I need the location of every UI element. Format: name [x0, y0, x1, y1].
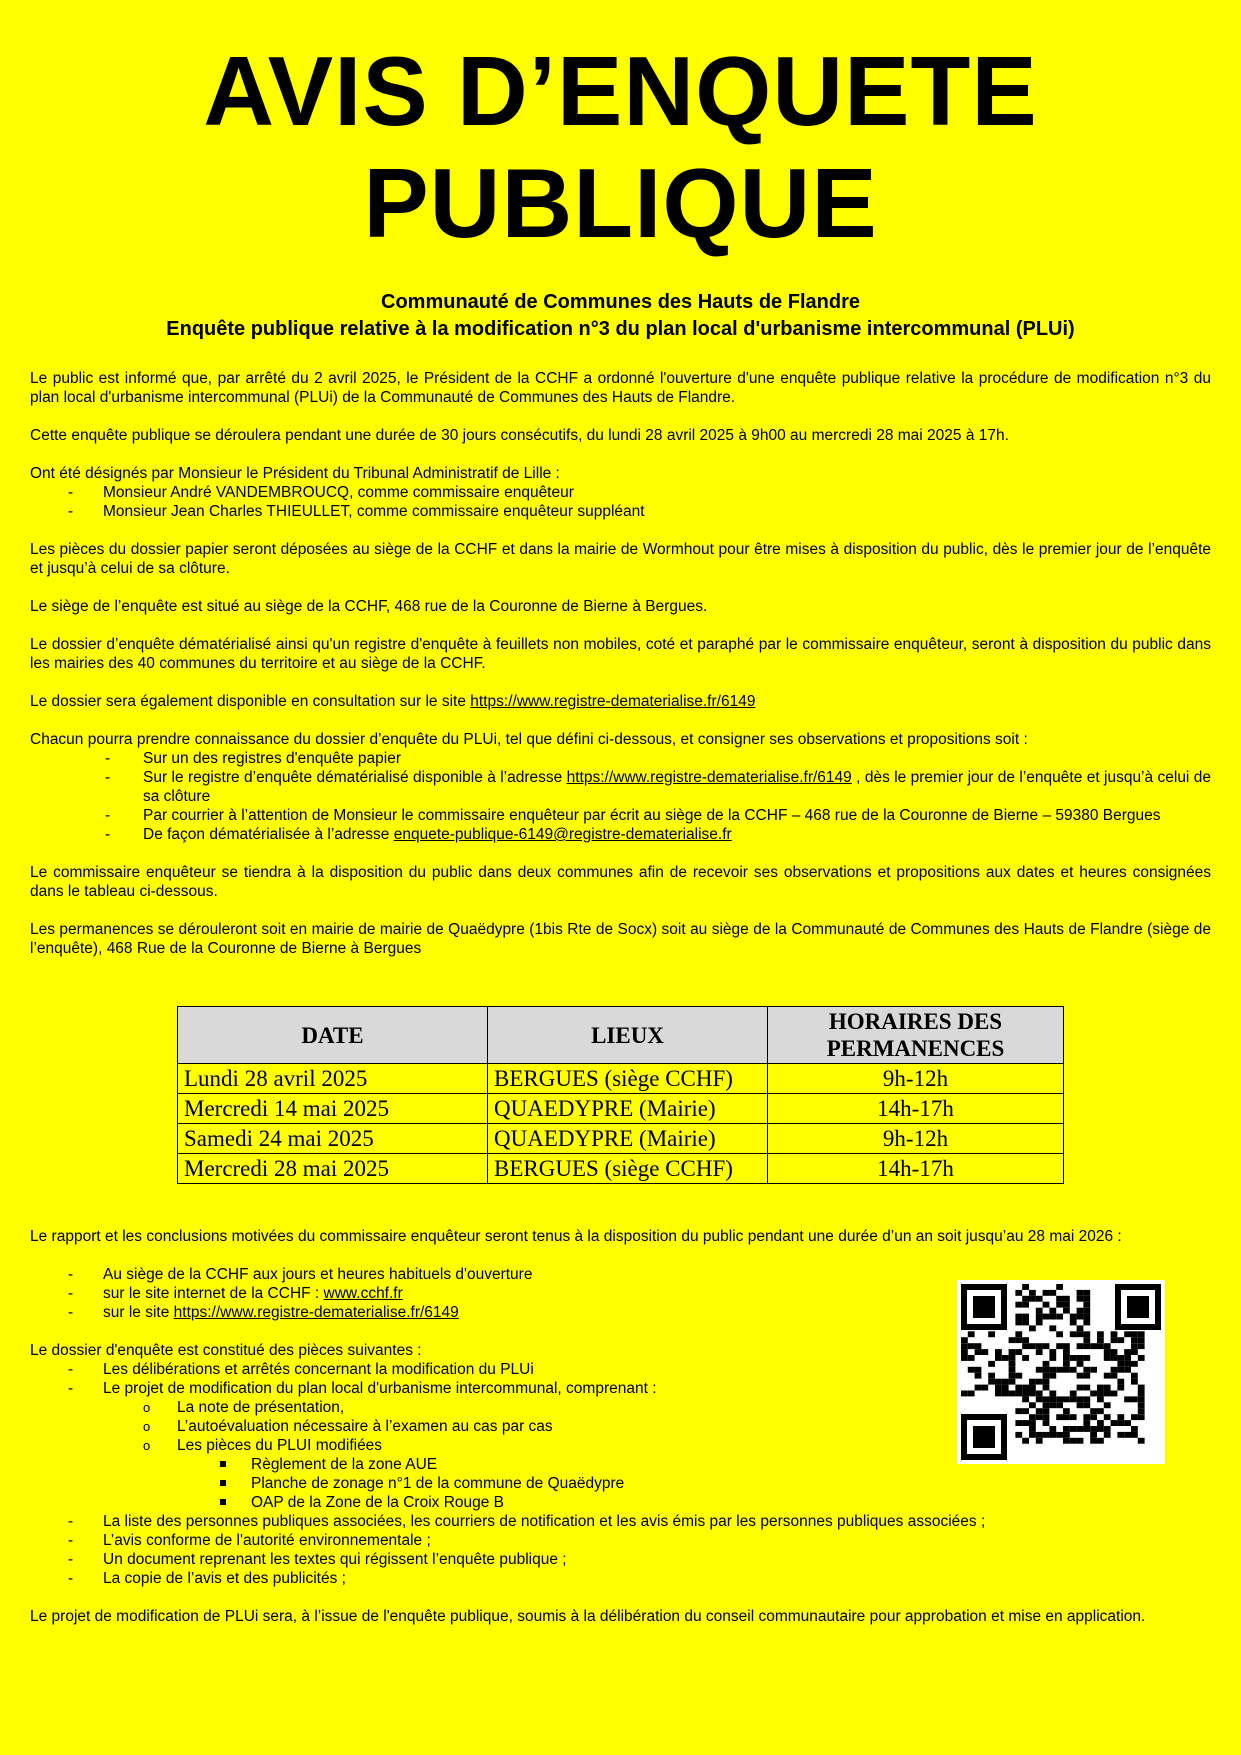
list-item: - La copie de l’avis et des publicités ; [30, 1569, 1211, 1588]
designation-intro: Ont été désignés par Monsieur le Président du Tribunal Administratif de Lille : [30, 465, 560, 482]
cell-lieu: BERGUES (siège CCHF) [488, 1064, 768, 1094]
email-link[interactable]: enquete-publique-6149@registre-dematerialise.fr [393, 826, 732, 843]
column-header-lieux: LIEUX [488, 1007, 768, 1064]
observations-list [30, 749, 1211, 844]
permanences-paragraph: Les permanences se dérouleront soit en mairie de mairie de Quaëdypre (1bis Rte de Socx) soit au siège de la Communauté de Communes des Hauts de Flandre (siège de l’enquête), 468 Rue de la Couronne de Bierne à Bergues [30, 921, 1211, 957]
list-item: - Au siège de la CCHF aux jours et heures habituels d'ouverture [30, 1265, 1211, 1284]
list-item: - Par courrier à l’attention de Monsieur le commissaire enquêteur par écrit au siège de la CCHF – 468 rue de la Couronne de Bierne – 59380 Bergues [30, 806, 1211, 825]
consultation-paragraph: Le dossier sera également disponible en consultation sur le site https://www.registre-dematerialise.fr/6149 [30, 693, 756, 710]
table-row [178, 1094, 1064, 1124]
cchf-website-link[interactable]: www.cchf.fr [323, 1285, 403, 1302]
cell-date: Mercredi 28 mai 2025 [178, 1154, 488, 1184]
duration-paragraph: Cette enquête publique se déroulera pendant une durée de 30 jours consécutifs, du lundi 28 avril 2025 à 9h00 au mercredi 28 mai 2025 à 17h. [30, 427, 1009, 444]
qr-code-graphic [957, 1280, 1165, 1464]
list-item: - Monsieur André VANDEMBROUCQ, comme commissaire enquêteur [30, 483, 1211, 502]
table-row [178, 1064, 1064, 1094]
column-header-date: DATE [178, 1007, 488, 1064]
intro-paragraph: Le public est informé que, par arrêté du 2 avril 2025, le Président de la CCHF a ordonné l'ouverture d'une enquête publique relative la procédure de modification n°3 du plan local d'urbanisme intercommunal (PLUi) de la Communauté de Communes des Hauts de Flandre. [30, 370, 1211, 406]
list-item: o Les pièces du PLUI modifiées [30, 1436, 1211, 1455]
list-item: - L’avis conforme de l'autorité environnementale ; [30, 1531, 1211, 1550]
notice-body-top [30, 369, 1211, 958]
list-item: - Un document reprenant les textes qui régissent l’enquête publique ; [30, 1550, 1211, 1569]
cell-lieu: BERGUES (siège CCHF) [488, 1154, 768, 1184]
subtitle-organization: Communauté de Communes des Hauts de Flandre [381, 291, 860, 313]
list-item: - De façon dématérialisée à l’adresse enquete-publique-6149@registre-dematerialise.fr [30, 825, 1211, 844]
list-item: - Les délibérations et arrêtés concernant la modification du PLUi [30, 1360, 1211, 1379]
pieces-paragraph: Les pièces du dossier papier seront déposées au siège de la CCHF et dans la mairie de Wormhout pour être mises à disposition du public, dès le premier jour de l’enquête et jusqu’à celui de sa clôture. [30, 541, 1211, 577]
table-row [178, 1124, 1064, 1154]
conclusion-paragraph: Le projet de modification de PLUi sera, à l’issue de l'enquête publique, soumis à la délibération du conseil communautaire pour approbation et mise en application. [30, 1608, 1146, 1625]
cell-lieu: QUAEDYPRE (Mairie) [488, 1124, 768, 1154]
cell-horaire: 9h-12h [768, 1124, 1064, 1154]
cell-horaire: 14h-17h [768, 1154, 1064, 1184]
list-item: - La liste des personnes publiques associées, les courriers de notification et les avis émis par les personnes publiques associées ; [30, 1512, 1211, 1531]
subtitle-object: Enquête publique relative à la modification n°3 du plan local d'urbanisme intercommunal (PLUi) [166, 318, 1075, 340]
table-header-row [178, 1007, 1064, 1064]
list-item: - sur le site https://www.registre-dematerialise.fr/6149 [30, 1303, 1211, 1322]
observations-intro: Chacun pourra prendre connaissance du dossier d’enquête du PLUi, tel que défini ci-dessous, et consigner ses observations et propositions soit : [30, 731, 1028, 748]
list-item: - Sur un des registres d'enquête papier [30, 749, 1211, 768]
rapport-intro: Le rapport et les conclusions motivées du commissaire enquêteur seront tenus à la disposition du public pendant une durée d’un an soit jusqu’au 28 mai 2026 : [30, 1228, 1122, 1245]
list-item: Planche de zonage n°1 de la commune de Quaëdypre [30, 1474, 1211, 1493]
list-item: Règlement de la zone AUE [30, 1455, 1211, 1474]
constitution-list-rest [30, 1512, 1211, 1588]
column-header-horaires: HORAIRES DES PERMANENCES [768, 1007, 1064, 1064]
notice-title-line2: PUBLIQUE [363, 148, 878, 258]
cell-date: Samedi 24 mai 2025 [178, 1124, 488, 1154]
qr-code-icon[interactable] [957, 1280, 1165, 1464]
list-item: - Le projet de modification du plan local d'urbanisme intercommunal, comprenant : [30, 1379, 1211, 1398]
cell-date: Lundi 28 avril 2025 [178, 1064, 488, 1094]
list-item: OAP de la Zone de la Croix Rouge B [30, 1493, 1211, 1512]
cell-horaire: 14h-17h [768, 1094, 1064, 1124]
permanences-table [177, 1006, 1064, 1184]
dossier-demat-paragraph: Le dossier d’enquête dématérialisé ainsi qu'un registre d'enquête à feuillets non mobiles, coté et paraphé par le commissaire enquêteur, seront à disposition du public dans les mairies des 40 communes du territoire et au siège de la CCHF. [30, 636, 1211, 672]
siege-paragraph: Le siège de l’enquête est situé au siège de la CCHF, 468 rue de la Couronne de Bierne à Bergues. [30, 598, 708, 615]
list-item: o L’autoévaluation nécessaire à l’examen au cas par cas [30, 1417, 1211, 1436]
list-item: o La note de présentation, [30, 1398, 1211, 1417]
list-item: - sur le site internet de la CCHF : www.cchf.fr [30, 1284, 1211, 1303]
registre-link[interactable]: https://www.registre-dematerialise.fr/6149 [173, 1304, 459, 1321]
cell-horaire: 9h-12h [768, 1064, 1064, 1094]
commissaire-paragraph: Le commissaire enquêteur se tiendra à la disposition du public dans deux communes afin de recevoir ses observations et propositions aux dates et heures consignées dans le tableau ci-dessous. [30, 864, 1211, 900]
notice-title-line1: AVIS D’ENQUETE [203, 36, 1038, 146]
list-item: - Sur le registre d’enquête dématérialisé disponible à l’adresse https://www.registre-dematerialise.fr/6149 , dès le premier jour de l’enquête et jusqu’à celui de sa clôture [30, 768, 1211, 806]
registre-link[interactable]: https://www.registre-dematerialise.fr/6149 [566, 769, 852, 786]
registre-link[interactable]: https://www.registre-dematerialise.fr/6149 [470, 693, 756, 710]
designation-list [30, 483, 1211, 521]
cell-lieu: QUAEDYPRE (Mairie) [488, 1094, 768, 1124]
list-item: - Monsieur Jean Charles THIEULLET, comme commissaire enquêteur suppléant [30, 502, 1211, 521]
cell-date: Mercredi 14 mai 2025 [178, 1094, 488, 1124]
table-row [178, 1154, 1064, 1184]
constitution-intro: Le dossier d'enquête est constitué des pièces suivantes : [30, 1342, 422, 1359]
